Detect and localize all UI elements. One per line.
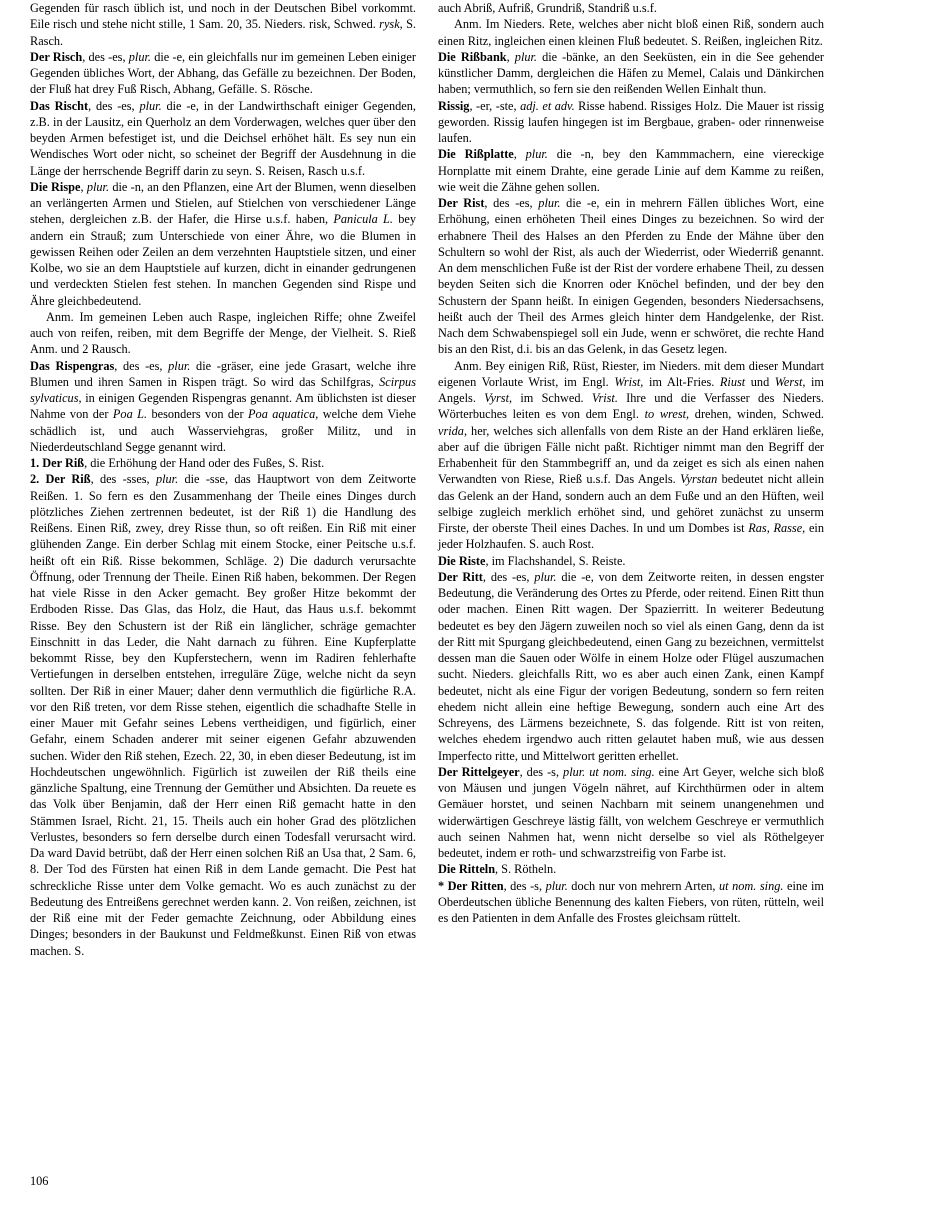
entry-paragraph [30,0,416,49]
entry-text: , -er, -ste, [469,98,521,113]
italic-term: Vyrstan [680,472,718,487]
entry-text: die -e, ein gleichfalls nur im gemeinen Leben einiger Gegenden übliches Wort, der Abhang, das Gefälle zu bezeichnen. Der Boden, der Fluß hat drey Fuß Risch, Abhang, Gefälle. S. Rösche. [30,49,416,97]
entry-text: Gegenden für rasch üblich ist, und noch in der Deutschen Bibel vorkommt. Eile risch und stehe nicht stille, 1 Sam. 20, 35. Nieders. risk, Schwed. [30,1,416,32]
italic-term: plur. [139,98,162,113]
entry-text: , S. Rötheln. [495,862,557,877]
entry-text: , des -es, [82,49,129,64]
entry-headword: Der Ritt [438,569,483,584]
entry-paragraph [438,0,824,16]
italic-term: Ras, Rasse, [748,521,806,535]
right-column [438,0,824,926]
entry-text: , [80,179,87,194]
entry-headword: Der Rist [438,196,485,210]
italic-term: plur. [534,569,557,584]
entry-text: die -e, ein in mehrern Fällen übliches Wort, eine Erhöhung, einen erhöheten Theil eines Dinges zu bezeichnen. So wird der erhabnere Theil des Halses an den Pferden zu Ende der Mähne über den Schultern so wohl der Rist, als auch der Wiederrist, oder Wiederriß genannt. An dem menschlichen Fuße ist der Rist der vordere erhabene Theil, zu dessen beyden Seiten sich die Knorren oder Knöchel befinden, und der bey den Schustern der Spann heißt. In einigen Gegenden, besonders Niedersachsens, heißt auch der Theil des Armes gleich hinter dem Handgelenke, der Rist. Nach dem Schwabenspiegel soll ein Jude, wenn er schwöret, die rechte Hand bis an den Rist, d.i. bis an das Gelenk, in das Gesetz legen. [438,196,824,357]
entry-headword: Der Rittelgeyer [438,764,520,779]
entry-text: im Schwed. [512,391,592,405]
entry-text: , des -s, [519,764,564,779]
italic-term: to wrest, [644,407,690,422]
entry-paragraph [438,569,824,764]
entry-text: im Alt-Fries. [643,374,720,389]
italic-term: plur. [545,878,568,893]
entry-paragraph [30,309,416,358]
entry-paragraph [30,471,416,959]
italic-term: Werst, [774,374,806,389]
entry-text: Ihre und die Verfasser des Nieders. Wörterbuches leiten es von dem Engl. [438,391,824,422]
entry-headword: 1. Der Riß [30,456,85,470]
italic-term: rysk, [379,17,403,32]
entry-headword: Das Rispengras [30,358,115,373]
entry-text: S. Rasch. [30,17,416,48]
entry-text: , im Flachshandel, S. Reiste. [485,553,626,568]
italic-term: plur. [155,472,179,487]
entry-text: die -e, von dem Zeitworte reiten, in dessen engster Bedeutung, die Veränderung des Ortes zu Pferde, oder reitend. Einen Ritt thun oder machen. Einen Ritt wagen. Der Spazierritt. In weiterer Bedeutung bedeutet es bey den Jägern zuweilen noch so viel als einen Gang, denn da ist der Ritt mit Spurgang gleichbedeutend, einen Gang zu bezeichnen, vermittelst dessen man die Sauen oder Wölfe in einem Holze oder Flügel auszumachen sucht. Nieders. gleichfalls Ritt, wo es aber auch einen Zank, einen Kampf bedeutet, nicht als eine Figur der vorigen Bedeutung, sondern so fern reiten ehedem nicht allein eine heftige Bewegung, sondern auch eine Art des Schreyens, des Lärmens bezeichnete, S. das folgende. Ritt ist von reiten, welches ehedem irgendwo auch ritten gelautet haben muß, wie aus dessen Imperfecto ritte, und Mittelwort geritten erhellet. [438,569,825,763]
italic-term: Scirpus sylvaticus, [30,374,416,405]
entry-paragraph [30,49,416,98]
page-number: 106 [30,1174,49,1188]
italic-term: Poa L. [112,407,148,422]
entry-text: , des -es, [114,358,169,373]
entry-text: , [513,147,526,162]
entry-headword: Rissig [438,98,470,113]
entry-paragraph [438,98,824,147]
entry-paragraph [438,861,824,877]
entry-headword: Die Ritteln [438,862,496,877]
entry-text: auch Abriß, Aufriß, Grundriß, Standriß u.s.f. [438,1,657,15]
entry-text: Risse habend. Rissiges Holz. Die Mauer ist rissig geworden. Rissig laufen hingegen ist im Bergbaue, graben- oder rinnenweise laufen. [438,98,824,145]
italic-term: Vrist. [591,391,618,405]
entry-headword: 2. Der Riß [30,472,91,487]
entry-headword: Die Riste [438,553,486,568]
entry-text: eine im Oberdeutschen übliche Benennung des kalten Fiebers, von rüten, rütteln, weil es den Patienten in dem Anfalle des Frostes gleichsam rüttelt. [438,878,824,925]
entry-text: , [506,49,515,64]
entry-paragraph [438,553,824,569]
entry-headword: Die Rißplatte [438,147,514,162]
entry-paragraph [438,16,824,49]
entry-text: die -sse, das Hauptwort von dem Zeitworte Reißen. 1. So fern es den Zusammenhang der Theile eines Dinges durch plötzliches Ziehen zertrennen bedeutet, ist der Riß 1) die Handlung des Reißens. Einen Riß, zwey, drey Risse thun, so oft reißen. Ein Riß mit einer glühenden Zange. Ein derber Schlag mit einem Stocke, einer Peitsche u.s.f. heißt oft ein Riß. Risse bekommen, Schläge. 2) Die dadurch verursachte Öffnung, oder Trennung der Theile. Einen Riß haben, bekommen. Der Regen hat viele Risse in den Acker gemacht. Bey großer Hitze bekommt der Erdboden Risse. Das Glas, das Holz, die Haut, das Haus u.s.f. bekommt Risse. Bey den Schustern ist der Riß ein länglicher, schräge gemachter Einschnitt in das Leder, die Naht darnach zu führen. Eine Kupferplatte bekommt Risse, bey den Kupferstechern, wenn im Radiren fehlerhafte Vertiefungen in derselben entstehen, irreguläre Züge, welche nicht da seyn sollten. Der Riß in einer Mauer; daher denn vermuthlich die figürliche R.A. vor den Riß treten, vor dem Risse stehen, eigentlich die schadhafte Stelle in einer Mauer mit Gefahr seines Lebens vertheidigen, und figürlich, einer Gefahr, einem Schaden anderer mit seiner eigenen Gefahr abzuwenden suchen. Wider den Riß stehen, Ezech. 22, 30, in eben dieser Bedeutung, ist im Hochdeutschen ungewöhnlich. Figürlich ist zuweilen der Riß theils eine gänzliche Spaltung, eine Trennung der Gemüther und Absichten. Da reuete es das Volk über Benjamin, daß der Herr einen Riß gemacht hatte in den Stämmen Israel, Richt. 21, 15. Theils auch ein hoher Grad des plötzlichen Verlustes, besonders so fern derselbe durch einen Todesfall verursacht wird. Da ward David betrübt, daß der Herr einen solchen Riß an Usa that, 2 Sam. 6, 8. Der Tod des Fürsten hat einen Riß in dem Lande gemacht. Die Pest hat schreckliche Risse unter dem Volke gemacht. Wo es auch zunächst zu der Bedeutung des Entreißens gerechnet werden kann. 2. Von reißen, zeichnen, ist der Riß eine mit der Feder gemachte Zeichnung, oder Abbildung eines Dinges; besonders in der Baukunst und Feldmeßkunst. Einen Riß von etwas machen. S. [30,472,416,958]
italic-term: plur. [538,196,561,210]
italic-term: Wrist, [614,374,644,389]
entry-text: eine Art Geyer, welche sich bloß von Mäusen und jungen Vögeln nähret, auf Kirchthürmen oder in altem Gemäuer horstet, und seinen Nachbarn mit seinem unangenehmen und widerwärtigen Geschreye lästig fällt, von welchem Geschreye er vermuthlich auch seinen Nahmen hat, wenn nicht derselbe so viel als Röthelgeyer bedeutet, indem er roth- und schwarzstreifig von Farbe ist. [438,764,824,860]
entry-text: im Angels. [438,374,825,405]
entry-text: doch nur von mehrern Arten, [567,878,720,893]
italic-term: Poa aquatica, [248,407,319,422]
italic-term: Panicula L. [333,212,393,227]
entry-headword: Der Risch [30,49,83,64]
entry-text: die -n, bey den Kammmachern, eine viereckige Hornplatte mit einem Drahte, eine gerade Linie auf dem Kamme zu reißen, wie weit die Zähne gehen sollen. [438,147,824,194]
entry-text: Anm. Bey einigen Riß, Rüst, Riester, im Nieders. mit dem dieser Mundart eigenen Vorlaute Wrist, im Engl. [438,358,824,389]
entry-paragraph [30,98,416,179]
entry-text: die -e, in der Landwirthschaft einiger Gegenden, z.B. in der Lausitz, ein Querholz an dem Vorderwagen, welches quer über den beyden Armen befestiget ist, und die Deichsel erhöhet hält. Es sey nun ein Wendisches Wort oder nicht, so scheinet der Begriff der Ausdehnung in die Länge der herrschende Begriff darin zu seyn. S. Reisen, Rasch u.s.f. [30,98,416,178]
entry-headword: Die Rispe [30,179,81,194]
entry-paragraph [30,455,416,471]
entry-text: ein jeder Holzhaufen. S. auch Rost. [438,521,824,552]
entry-headword: Die Rißbank [438,49,507,64]
entry-headword: * Der Ritten [438,878,504,893]
entry-text: , des -sses, [90,472,156,487]
entry-text: , des -es, [88,98,140,113]
entry-text: bedeutet nicht allein das Gelenk an der Hand, sondern auch an dem Fuße und an den Hüften, weil selbige zugleich merklich erhöhet sind, und gehöret zunächst zu unserm Firste, der oberste Theil eines Daches. In und um Dombes ist [438,472,824,535]
entry-text: bey andern ein Strauß; zum Unterschiede von einer Ähre, wo die Blumen in gewissen Reihen oder Zeilen an dem verzehnten Hauptstiele sitzen, und einer Kolbe, wo sie an dem Hauptstiele auf kurzen, dicht in einander gedrungenen und verdeckten Stielen fest stehen. In manchen Gegenden sind Rispe und Ähre gleichbedeutend. [30,212,416,308]
entry-text: , des -es, [484,196,539,210]
italic-term: plur. [525,147,548,162]
entry-paragraph [438,764,824,862]
entry-text: , des -s, [503,878,546,893]
italic-term: plur. [168,358,191,373]
italic-term: plur. [514,49,538,64]
italic-term: plur. [86,179,110,194]
entry-paragraph [438,146,824,195]
entry-paragraph [438,49,824,98]
italic-term: plur. ut nom. sing. [563,764,655,779]
italic-term: Vyrst, [484,391,513,405]
entry-text: Anm. Im gemeinen Leben auch Raspe, ingleichen Riffe; ohne Zweifel auch von reifen, reiben, mit dem Begriffe der Menge, der Vielheit. S. Rieß Anm. und 2 Rausch. [30,309,416,357]
entry-text: , des -es, [482,569,535,584]
entry-text: die -bänke, an den Seeküsten, ein in die See gehender künstlicher Damm, dergleichen die Häfen zu Memel, Calais und Dänkirchen haben; vermuthlich, so fern sie den reißenden Wellen Einhalt thun. [438,49,824,97]
italic-term: ut nom. sing. [719,878,784,893]
entry-text: und [745,374,775,389]
entry-paragraph [30,358,416,456]
entry-text: Anm. Im Nieders. Rete, welches aber nicht bloß einen Riß, sondern auch einen Ritz, ingleichen einen kleinen Fluß bedeutet. S. Reißen, ingleichen Ritz. [438,17,824,48]
entry-text: besonders von der [147,407,249,422]
entry-text: die -gräser, eine jede Grasart, welche ihre Blumen und ihren Samen in Rispen trägt. So wird das Schilfgras, [30,358,416,389]
entry-text: , die Erhöhung der Hand oder des Fußes, S. Rist. [84,456,325,470]
entry-text: drehen, winden, Schwed. [689,407,824,422]
entry-headword: Das Rischt [30,98,89,113]
entry-text: in einigen Gegenden Rispengras genannt. Am üblichsten ist dieser Nahme von der [30,391,416,422]
entry-text: welche dem Viehe schädlich ist, und auch Wasserviehgras, großer Militz, und in Niederdeutschland Segge genannt wird. [30,407,417,454]
left-column [30,0,416,959]
entry-paragraph [438,358,824,553]
entry-paragraph [438,878,824,927]
italic-term: vrida, [438,423,468,438]
italic-term: adj. et adv. [520,98,575,113]
entry-paragraph [30,179,416,309]
italic-term: plur. [128,49,151,64]
entry-text: her, welches sich allenfalls von dem Riste an der Hand erklären ließe, aber auf die übrigen Fälle nicht paßt. Richtiger nimmt man den Begriff der Erhabenheit für den Stammbegriff an, und da zeiget es sich als einen nahen Verwandten von Riese, Rieß u.s.f. Das Angels. [438,423,824,487]
italic-term: Riust [719,374,746,389]
entry-paragraph [438,195,824,358]
entry-text: die -n, an den Pflanzen, eine Art der Blumen, wenn dieselben an verlängerten Armen und Stielen, auf Stielchen von verschiedener Länge stehen, dergleichen z.B. der Hafer, die Hirse u.s.f. haben, [30,179,416,227]
